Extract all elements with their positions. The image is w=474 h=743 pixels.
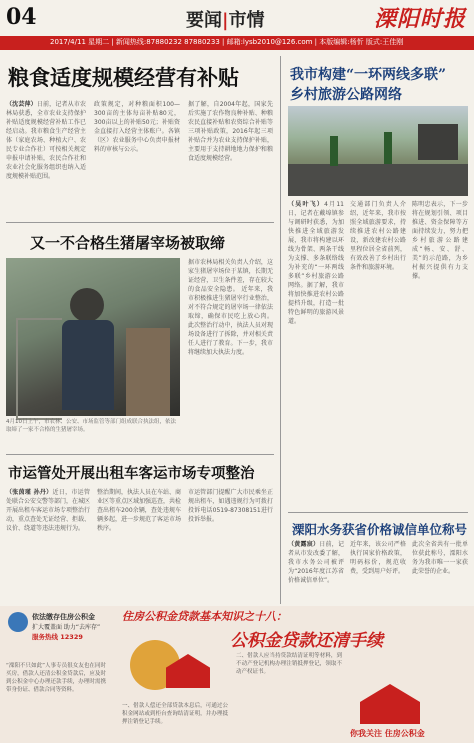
coin-illustration (120, 634, 220, 694)
divider (6, 222, 274, 223)
tourism-col3: 陈明忠表示，下一步将在规划引领、项目推进、资金保障等方面持续发力，努力把乡村旅游公路建成“畅、安、舒、美”的示范路，为乡村振兴提供有力支撑。 (412, 201, 468, 280)
slaughter-body-2: 近年来，我市积极推进生猪屠宰行业整治，对不符合规定的屠宰场一律依法取缔，确保市民吃上放心肉。 (188, 286, 273, 320)
officer-head (70, 288, 104, 322)
tourism-title-line1: 我市构建“一环两线多联” (290, 67, 447, 83)
worker-2 (384, 132, 392, 164)
road (288, 164, 468, 196)
slaughter-col1 (188, 258, 273, 448)
tourism-byline: （吴叶飞） (288, 201, 325, 208)
ad-hotline: 服务热线 12329 (32, 633, 83, 641)
slaughter-body-3: 此次整治行动中，执法人员对现场设备进行了拆除，并对相关责任人进行了教育。下一步，我市将继续加大执法力度。 (188, 322, 273, 356)
taxi-col3: 市运管部门提醒广大市民乘坐正规出租车，如遇违规行为可拨打投诉电话0519-87308151进行投诉举报。 (188, 489, 273, 523)
tourism-col2: 交通部门负责人介绍，近年来，我市按照全域旅游要求，持续推进农村公路建设，新改建农村公路里程位居全省前列，有效改善了乡村出行条件和旅游环境。 (350, 201, 406, 271)
house-logo-icon (360, 684, 420, 724)
prices-body-1: 日前，记者从市发改委了解，我市水务公司被评为“2016年度江苏省价格诚信单位”。 (288, 541, 344, 584)
prices-col3: 此次全省共有一批单位获此称号，溧阳水务为我市唯一一家获此荣誉的企业。 (412, 541, 468, 575)
ad-badge-title: 住房公积金贷款基本知识之十八： (122, 610, 287, 623)
subsidy-title: 粮食适度规模经营有补贴 (8, 65, 239, 90)
ad-org-sub: 扩大覆盖面 助力“去库存” (32, 624, 101, 631)
slaughter-photo (6, 258, 180, 416)
tourism-body-1: 4月11日，记者在戴埠镇参与调研时获悉，为加快推进全域旅游发展，我市将构建以环线为骨架、两条干线为支撑、多条联络线为补充的“一环两线多联”乡村旅游公路网络。据了解，我市将加快推进农村公路提档升级，打造一批特色鲜明的旅游风景道。 (288, 201, 344, 325)
tourism-photo (288, 106, 468, 196)
divider (6, 454, 274, 455)
door (126, 328, 170, 416)
page-number: 04 (6, 4, 37, 30)
ad-body-left: “溧阳不只如此”人事专员很女友也在同时买房，借款人还清公积金贷款后，应及时到公积金中心办理还款手续，办理时需携带身份证、借款合同等资料。 (6, 663, 106, 693)
ad-org-block (6, 610, 116, 658)
subsidy-col1 (6, 100, 86, 218)
ad-footer-slogan: 你我关注 住房公积金 (350, 729, 425, 738)
section-title (186, 6, 265, 32)
section-sub: 市情 (228, 10, 265, 31)
ad-headline: 公积金贷款还清手续 (230, 631, 383, 651)
header-info-line: 2017/4/11 星期二 | 新闻热线:87880232 87880233 | 邮箱:lysb2010@126.com | 本版编辑:杨忻 版式:王佳刚 (50, 38, 404, 46)
subsidy-body-1: 日前，记者从市农林局获悉，全市农业支持保护补贴适度规模经营补贴工作已经启动。我市粮食生产经营主体（家庭农场、种植大户、农民专业合作社）可按相关规定申报申请补贴，农民合作社和农业社会化服务组织也纳入适度规模补贴范围。 (6, 101, 86, 180)
column-divider (280, 56, 281, 604)
slaughter-body-1: 据市农林局相关负责人介绍，这家生猪屠宰场位于某镇，长期无证经营，卫生条件差，存在较大的食品安全隐患。 (188, 259, 273, 293)
taxi-title: 市运管处开展出租车客运市场专项整治 (8, 465, 255, 482)
section-divider: | (222, 10, 229, 31)
subsidy-col3: 据了解，自2004年起，国家先后实施了农作物良种补贴、种粮农民直接补贴和农资综合补贴等三项补贴政策，2016年起三项补贴合并为农业支持保护补贴，主要用于支持耕地地力保护和粮食适度规模经营。 (188, 101, 273, 162)
slaughter-title: 又一不合格生猪屠宰场被取缔 (30, 234, 226, 252)
taxi-col1 (6, 488, 90, 600)
ad-org-name: 依法缴存住房公积金 (32, 613, 95, 621)
gate-bars (16, 318, 62, 420)
house-icon (8, 612, 28, 632)
ad-body-mid: 一、借款人偿还全部贷款本息后，可通过公积金网站或到柜台查询结清证明，并办理抵押注销登记手续。 (122, 703, 228, 725)
slaughter-caption: 4月10日上午，市农林、公安、市场监管等部门组成联合执法组，依法取缔了一家不合格的生猪屠宰场。 (6, 419, 177, 433)
prices-title: 溧阳水务获省价格诚信单位称号 (292, 522, 468, 537)
advertisement (0, 606, 474, 743)
ad-body-right: 二、借款人应当持贷款结清证明等材料，到不动产登记机构办理注销抵押登记，领取不动产权证书。 (236, 653, 342, 675)
taxi-col2: 整治期间，执法人员在车站、商业区等重点区域加强巡查，共检查出租车200余辆，查处违规车辆多起，进一步规范了客运市场秩序。 (97, 489, 181, 532)
subsidy-col2: 政策规定，对种粮面积100—300亩的主体每亩补贴80元，300亩以上的补贴50元；补贴资金直接打入经营主体账户。各镇（区）农业服务中心负责申报材料的审核与公示。 (94, 101, 180, 153)
subsidy-byline: （沈芸萍） (6, 101, 37, 108)
prices-col1 (288, 540, 344, 602)
officer-uniform (62, 320, 114, 410)
paving-machine (418, 124, 458, 160)
tourism-title-line2: 乡村旅游公路网络 (290, 87, 402, 103)
tourism-col1 (288, 200, 344, 390)
divider (288, 512, 468, 513)
prices-byline: （黄露宸） (288, 541, 320, 548)
prices-col2: 近年来，该公司严格执行国家价格政策，明码标价，规范收费，受到用户好评。 (350, 541, 406, 575)
worker-1 (330, 136, 338, 166)
paper-logo: 溧阳时报 (373, 6, 466, 32)
taxi-body-1: 近日，市运管处联合公安交警等部门，在城区开展出租车客运市场专项整治行动，重点查处无证经营、拒载、议价、绕道等违法违规行为。 (6, 489, 90, 532)
taxi-byline: （张茵瑾 孙丹） (6, 489, 53, 496)
section-main: 要闻 (186, 10, 222, 31)
